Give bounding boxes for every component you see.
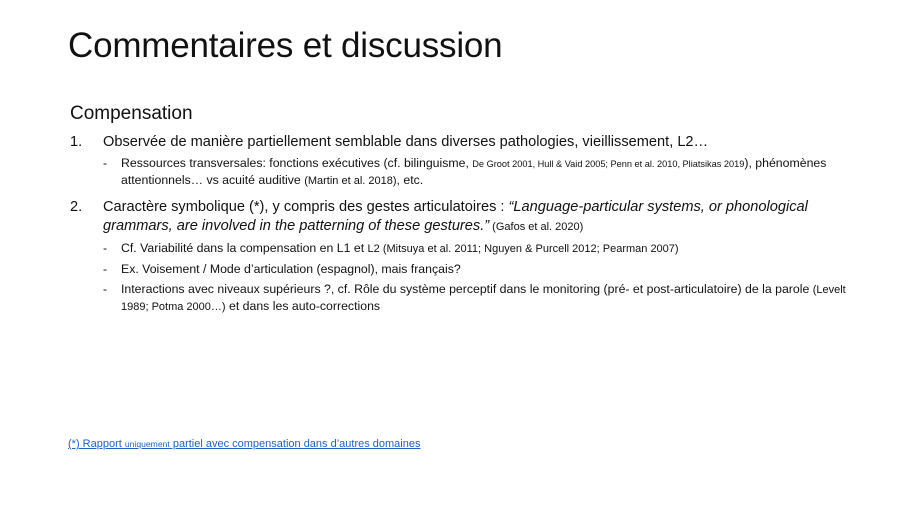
sub-list-item [103,281,870,315]
reference: (Levelt 1989; Potma 2000…) [121,284,846,313]
list-item-2 [70,198,870,315]
dash-bullet: - [103,282,108,296]
sub-list-item [103,240,870,257]
section-heading: Compensation [70,103,193,124]
sub-list [103,155,870,189]
sub-list-item [103,155,870,189]
sub-text: Ressources transversales: fonctions exécutives (cf. bilinguisme, [121,156,473,170]
reference: De Groot 2001, Hull & Vaid 2005; Penn et al. 2010, Pliatsikas 2019 [472,159,745,169]
footnote-text: (*) Rapport [68,438,125,450]
quotation: “Language-particular systems, or phonological grammars, are involved in the patterning of these gestures.” [103,199,808,234]
dash-bullet: - [103,262,108,276]
list-item-1 [70,133,870,189]
sub-list [103,240,870,315]
list-item-text: Caractère symbolique (*), y compris des gestes articulatoires : [103,199,509,215]
slide-content [70,103,870,319]
sub-text: Interactions avec niveaux supérieurs ?, cf. Rôle du système perceptif dans le monitoring (pré- et post-articulatoire) de la parole [121,282,813,296]
sub-text: ), phénomènes attentionnels… vs acuité auditive [121,156,827,187]
sub-text: Cf. Variabilité dans la compensation en L1 et [121,241,368,255]
dash-bullet: - [103,241,108,255]
sub-text: et dans les auto-corrections [225,299,381,313]
sub-list-item [103,261,870,277]
sub-text: , etc. [396,173,424,187]
list-item-number: 1. [70,134,83,150]
slide-title: Commentaires et discussion [68,26,503,65]
footnote-text: partiel avec compensation dans d’autres domaines [169,438,421,450]
footnote-link[interactable] [68,438,420,450]
dash-bullet: - [103,156,108,170]
list-item-number: 2. [70,199,83,215]
list-item-text: Observée de manière partiellement semblable dans diverses pathologies, vieillissement, L2… [103,134,709,150]
reference: (Martin et al. 2018) [304,175,397,187]
sub-text: Ex. Voisement / Mode d’articulation (espagnol), mais français? [121,262,461,276]
reference: L2 (Mitsuya et al. 2011; Nguyen & Purcell 2012; Pearman 2007) [367,243,679,255]
citation: (Gafos et al. 2020) [489,221,584,233]
footnote-small-text: uniquement [124,439,170,449]
